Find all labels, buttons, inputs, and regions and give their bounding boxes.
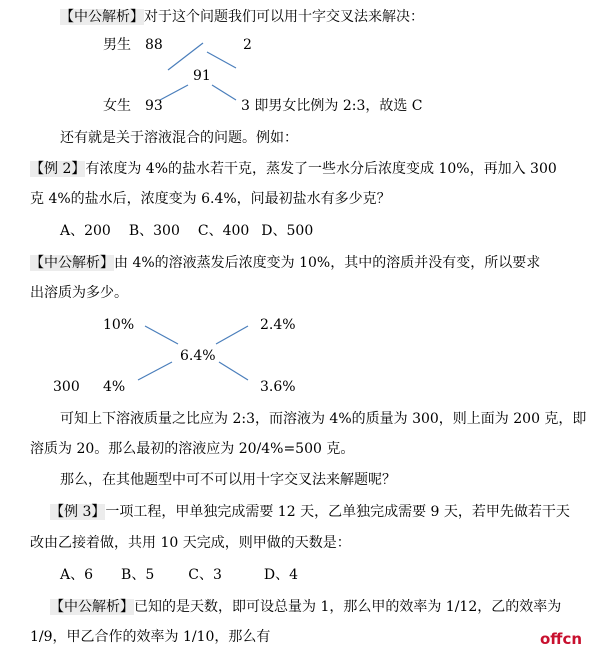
option-d: D、4 — [263, 567, 298, 583]
example-3-label: 【例 3】 — [50, 504, 106, 520]
cross1-top-right: 2 — [243, 37, 252, 53]
option-a: A、200 — [60, 223, 111, 239]
cross2-line-bl — [138, 362, 172, 380]
cross1-bottom-left: 93 — [145, 98, 163, 114]
example-3-line-1 — [50, 503, 570, 521]
analysis-label: 【中公解析】 — [50, 599, 134, 615]
analysis-paragraph-3-line-2: 1/9，甲乙合作的效率为 1/10，那么有 — [30, 629, 271, 645]
cross1-conclusion: 即男女比例为 2:3，故选 C — [254, 98, 423, 114]
cross2-top-right: 2.4% — [260, 317, 296, 333]
cross2-line-br — [219, 362, 248, 380]
analysis-text: 对于这个问题我们可以用十字交叉法来解决： — [144, 9, 424, 25]
analysis-text: 已知的是天数，即可设总量为 1，那么甲的效率为 1/12，乙的效率为 — [134, 599, 562, 615]
cross2-bottom-left-mass: 300 — [53, 379, 80, 395]
option-c: C、3 — [188, 567, 222, 583]
conclusion-line-2: 溶质为 20。那么最初的溶液应为 20/4%=500 克。 — [30, 441, 355, 457]
male-label: 男生 — [103, 37, 131, 53]
option-c: C、400 — [197, 223, 250, 239]
option-b: B、5 — [121, 567, 155, 583]
cross2-bottom-right: 3.6% — [260, 379, 296, 395]
cross1-br-value: 3 — [241, 98, 250, 114]
option-d: D、500 — [261, 223, 314, 239]
cross2-line-tl — [145, 326, 178, 344]
cross2-center: 6.4% — [180, 348, 216, 364]
cross2-top-left: 10% — [103, 317, 135, 333]
example-3-text-1: 一项工程，甲单独完成需要 12 天，乙单独完成需要 9 天，若甲先做若干天 — [105, 504, 570, 520]
conclusion-line-1: 可知上下溶液质量之比应为 2:3，而溶液为 4%的质量为 300，则上面为 200 克，即 — [60, 411, 587, 427]
transition-question: 那么，在其他题型中可不可以用十字交叉法来解题呢？ — [60, 472, 396, 488]
female-label: 女生 — [103, 98, 131, 114]
option-b: B、300 — [128, 223, 180, 239]
example-3-line-2: 改由乙接着做，共用 10 天完成，则甲做的天数是： — [30, 535, 351, 551]
intro-solution-problems: 还有就是关于溶液混合的问题。例如： — [60, 130, 298, 146]
example-2-text-1: 有浓度为 4%的盐水若干克，蒸发了一些水分后浓度变成 10%，再加入 300 — [85, 161, 557, 177]
offcn-watermark: offcn — [540, 630, 583, 648]
cross1-top-left: 88 — [145, 37, 163, 53]
option-a: A、6 — [60, 567, 94, 583]
cross1-center: 91 — [193, 68, 211, 84]
cross2-bottom-left: 4% — [103, 379, 126, 395]
analysis-label: 【中公解析】 — [30, 255, 114, 271]
cross2-line-tr — [216, 326, 248, 344]
analysis-paragraph-2-line-2: 出溶质为多少。 — [30, 285, 128, 301]
analysis-text: 由 4%的溶液蒸发后浓度变为 10%，其中的溶质并没有变，所以要求 — [114, 255, 541, 271]
analysis-label: 【中公解析】 — [60, 9, 144, 25]
example-2-label: 【例 2】 — [30, 161, 86, 177]
analysis-paragraph-3-line-1 — [50, 598, 561, 616]
example-2-line-2: 克 4%的盐水后，浓度变为 6.4%，问最初盐水有多少克？ — [30, 191, 391, 207]
example-3-options — [60, 566, 298, 584]
